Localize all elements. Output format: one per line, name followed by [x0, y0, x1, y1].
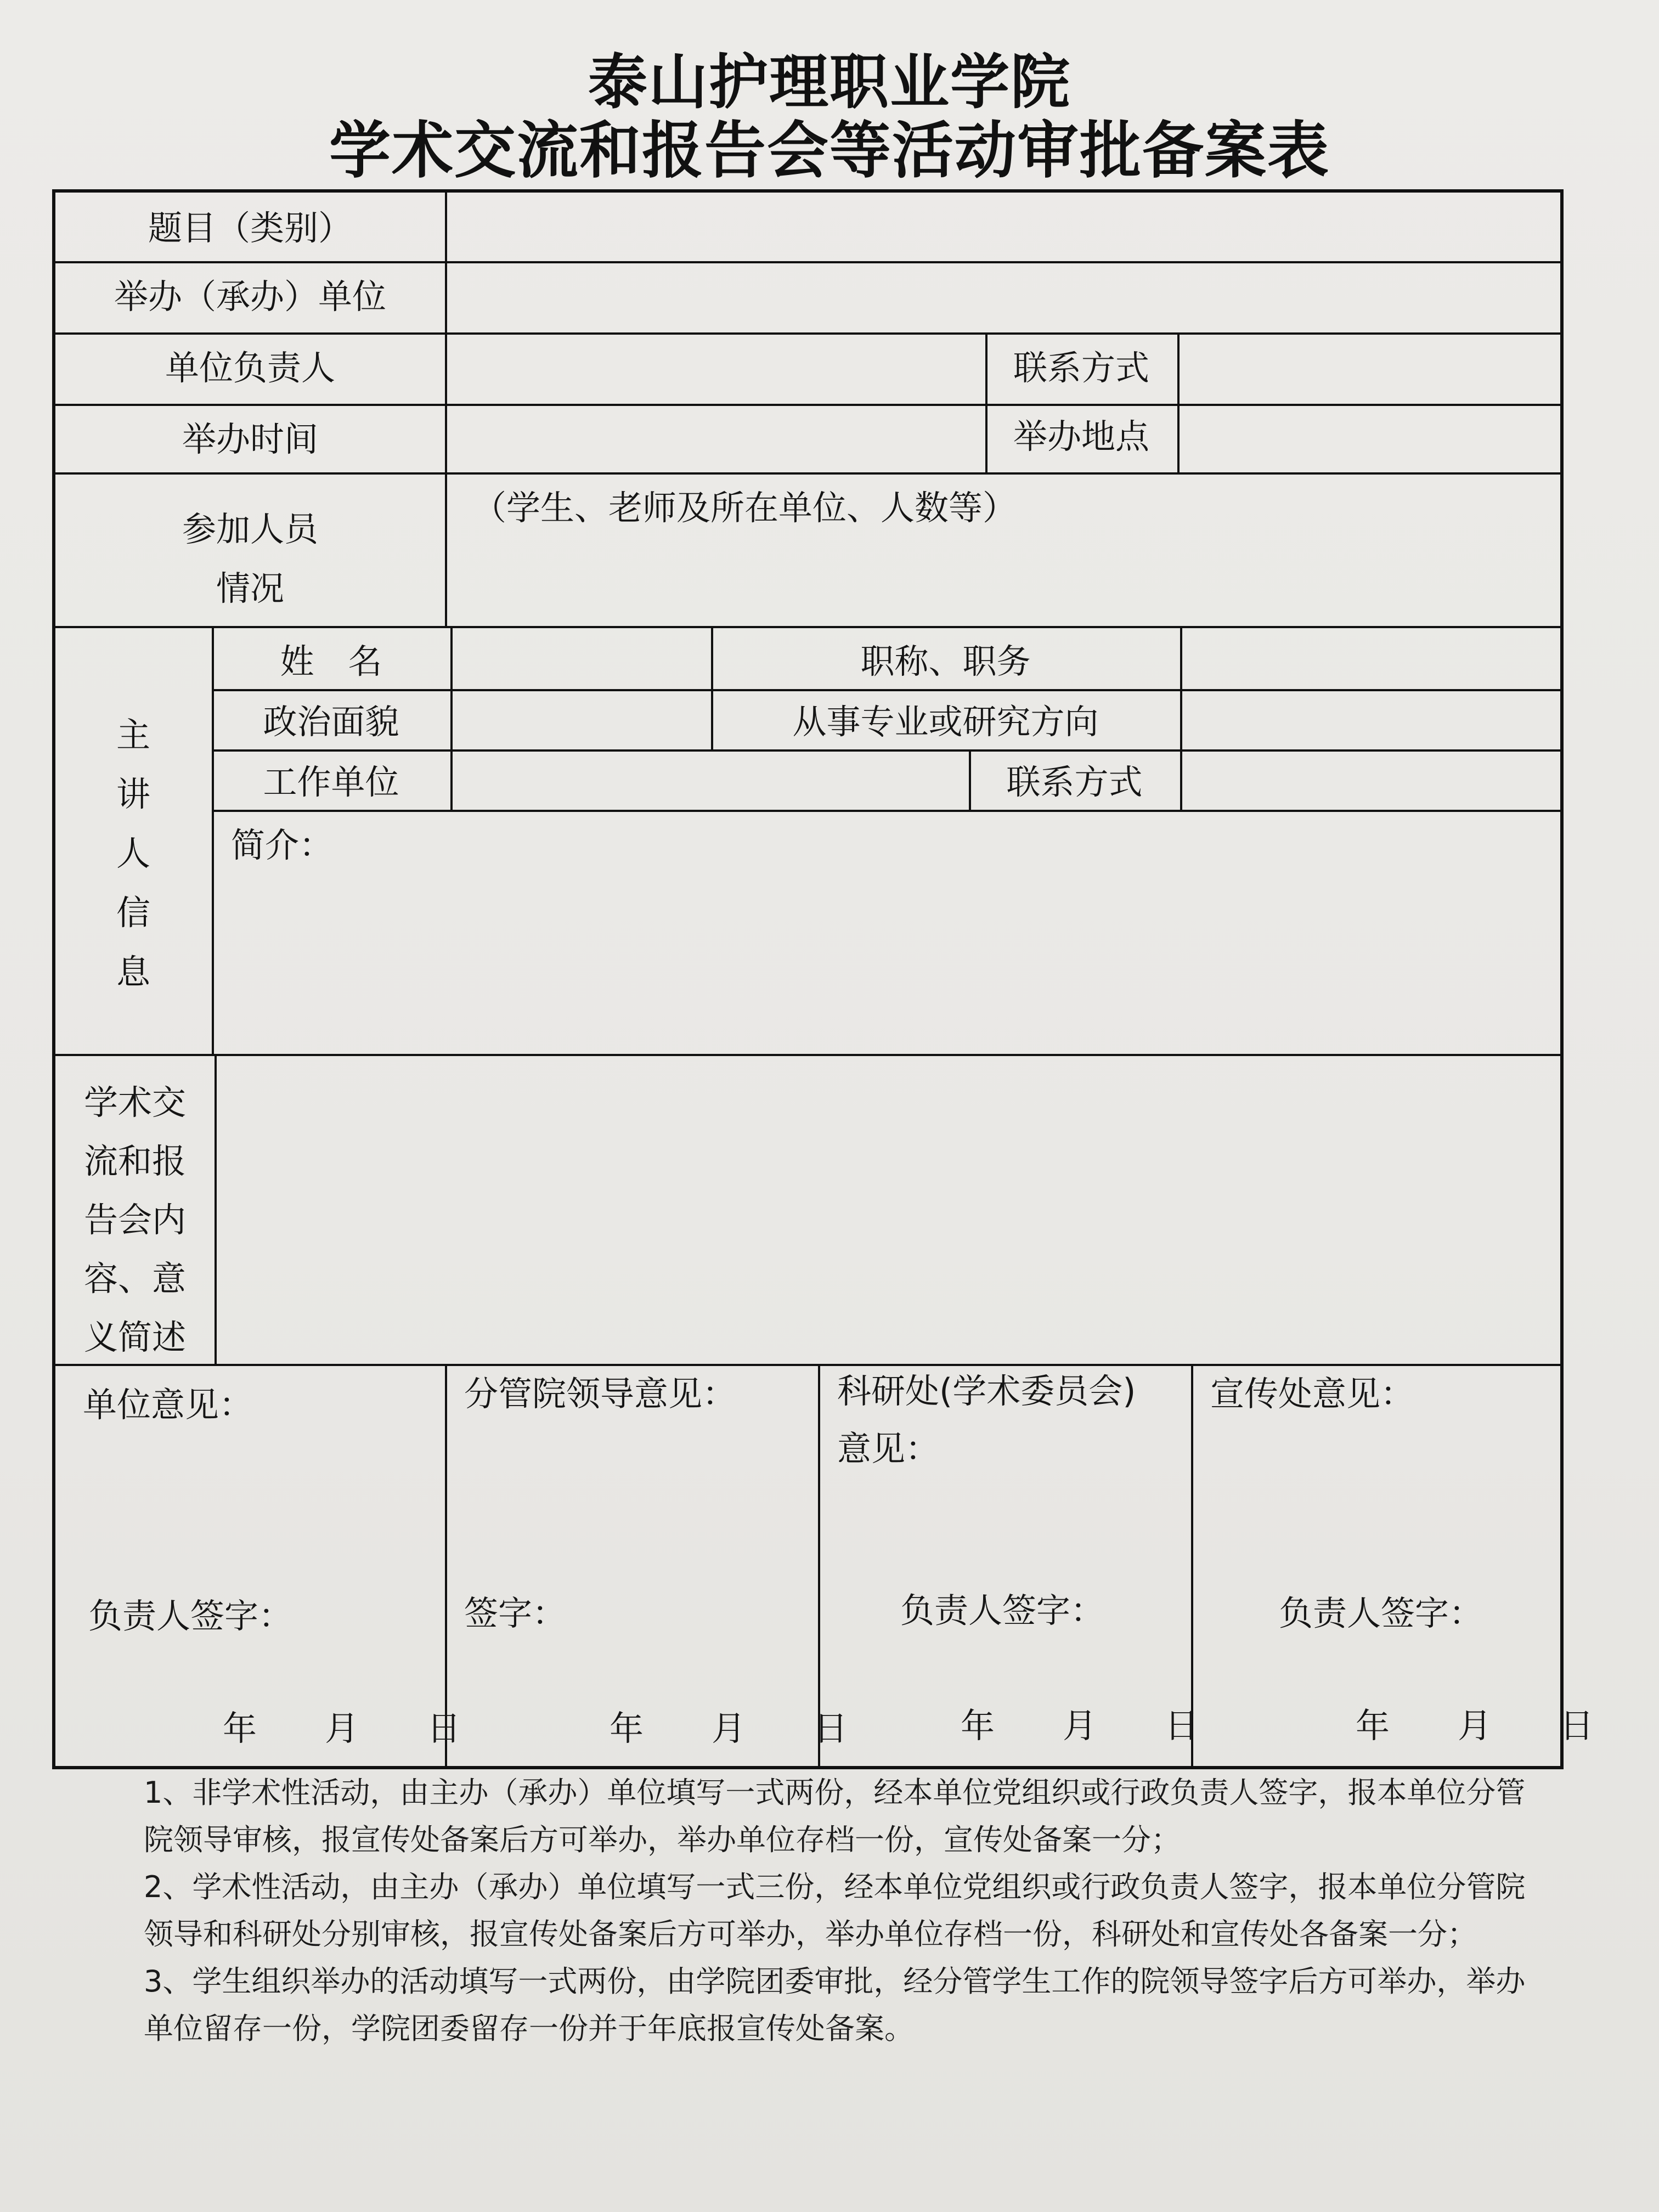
content-label-line: 义简述	[83, 1317, 186, 1357]
research-direction-label: 从事专业或研究方向	[792, 702, 1099, 742]
research-office-opinion-title-2: 意见：	[837, 1429, 940, 1469]
publicity-opinion-title: 宣传处意见：	[1210, 1374, 1415, 1414]
leader-opinion-title: 分管院领导意见：	[464, 1374, 737, 1414]
approval-form-table	[52, 189, 1594, 1769]
unit-opinion-title: 单位意见：	[83, 1385, 253, 1425]
content-label-line: 告会内	[83, 1200, 186, 1240]
content-label	[55, 1073, 215, 1367]
row-divider	[55, 1054, 1561, 1056]
research-office-opinion-sign: 负责人签字：	[900, 1590, 1105, 1630]
col-divider	[212, 626, 214, 1054]
row-divider	[212, 749, 1561, 752]
row-divider	[55, 626, 1561, 628]
topic-label: 题目（类别）	[148, 208, 352, 248]
row-divider	[55, 261, 1561, 263]
leader-opinion-date: 年 月 日	[610, 1708, 848, 1748]
col-divider	[450, 626, 453, 810]
row-divider	[55, 332, 1561, 335]
name-label: 姓 名	[280, 641, 382, 681]
speaker-section-label	[106, 706, 161, 1002]
title-position-label: 职称、职务	[860, 641, 1031, 681]
form-title: 学术交流和报告会等活动审批备案表	[329, 115, 1330, 187]
col-divider	[445, 193, 447, 626]
speaker-char: 人	[116, 833, 150, 873]
publicity-opinion-sign: 负责人签字：	[1279, 1593, 1483, 1633]
row-divider	[55, 1364, 1561, 1366]
unit-opinion-sign: 负责人签字：	[88, 1596, 293, 1636]
row-divider	[212, 810, 1561, 812]
contact-label: 联系方式	[1013, 348, 1149, 388]
content-label-line: 学术交	[83, 1082, 186, 1122]
research-office-opinion-date: 年 月 日	[961, 1706, 1199, 1746]
workplace-label: 工作单位	[263, 762, 399, 802]
participants-label	[55, 500, 445, 618]
instructions-notes	[144, 1769, 1526, 2052]
content-label-line: 容、意	[83, 1259, 186, 1299]
speaker-char: 讲	[116, 774, 150, 814]
note-item: 1、非学术性活动，由主办（承办）单位填写一式两份，经本单位党组织或行政负责人签字，报本单位分管院领导审核，报宣传处备案后方可举办，举办单位存档一份，宣传处备案一分；	[144, 1775, 1526, 1857]
leader-opinion-sign: 签字：	[464, 1593, 567, 1633]
time-label: 举办时间	[182, 419, 318, 459]
col-divider	[1177, 332, 1180, 472]
note-item: 2、学术性活动，由主办（承办）单位填写一式三份，经本单位党组织或行政负责人签字，报本单位分管院领导和科研处分别审核，报宣传处备案后方可举办，举办单位存档一份，科研处和宣传处各备案一分；	[144, 1870, 1526, 1951]
publicity-opinion-date: 年 月 日	[1356, 1706, 1594, 1746]
political-status-label: 政治面貌	[263, 702, 399, 742]
note-item: 3、学生组织举办的活动填写一式两份，由学院团委审批，经分管学生工作的院领导签字后方可举办，举办单位留存一份，学院团委留存一份并于年底报宣传处备案。	[144, 1964, 1526, 2046]
participants-label-line1: 参加人员	[182, 509, 318, 549]
col-divider	[1180, 626, 1182, 810]
speaker-char: 息	[116, 952, 150, 992]
unit-leader-label: 单位负责人	[165, 348, 335, 388]
school-name: 泰山护理职业学院	[588, 48, 1071, 117]
col-divider	[215, 1054, 217, 1364]
speaker-char: 主	[116, 715, 150, 755]
place-label: 举办地点	[1013, 416, 1149, 456]
row-divider	[55, 472, 1561, 475]
participants-label-line2: 情况	[216, 568, 284, 608]
host-unit-label: 举办（承办）单位	[114, 276, 386, 317]
speaker-contact-label: 联系方式	[1006, 762, 1143, 802]
research-office-opinion-title: 科研处(学术委员会)	[837, 1371, 1136, 1411]
speaker-char: 信	[116, 893, 150, 933]
participants-hint: （学生、老师及所在单位、人数等）	[472, 488, 1017, 528]
content-label-line: 流和报	[83, 1141, 186, 1181]
row-divider	[55, 404, 1561, 406]
unit-opinion-date: 年 月 日	[223, 1708, 461, 1748]
intro-label: 简介：	[231, 825, 334, 865]
row-divider	[212, 689, 1561, 691]
